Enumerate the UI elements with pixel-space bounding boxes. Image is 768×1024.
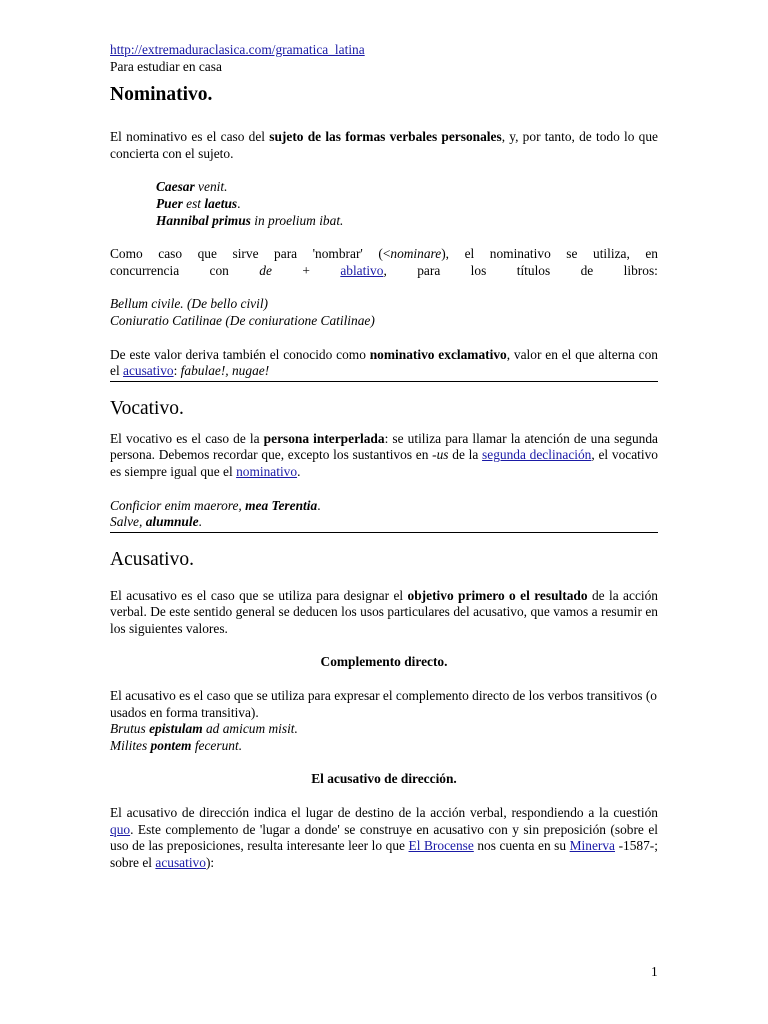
section-title-acusativo: Acusativo. <box>110 548 194 570</box>
acusativo-paragraph-3: El acusativo de dirección indica el lugar de destino de la acción verbal, respondiendo a la cuestión quo. Este complemento de 'lugar a donde' se construye en acusativo con y sin preposición (sobre el uso de las preposiciones, resulta interesante leer lo que El Brocense nos cuenta en su Minerva -1587-; sobre el acusativo): <box>110 805 658 870</box>
acusativo-examples: Brutus epistulam ad amicum misit. Milites pontem fecerunt. <box>110 721 298 753</box>
el-brocense-link[interactable]: El Brocense <box>408 838 474 854</box>
book-titles: Bellum civile. (De bello civil) Coniuratio Catilinae (De coniuratione Catilinae) <box>110 296 375 328</box>
document-page <box>110 42 658 871</box>
section-title-vocativo: Vocativo. <box>110 397 184 419</box>
acusativo-paragraph-2: El acusativo es el caso que se utiliza para expresar el complemento directo de los verbos transitivos (o usados en forma transitiva). <box>110 688 657 720</box>
section-title-nominativo: Nominativo. <box>110 84 213 106</box>
nominativo-paragraph-3: De este valor deriva también el conocido como nominativo exclamativo, valor en el que alterna con el acusativo: fabulae!, nugae! <box>110 346 658 379</box>
vocativo-examples: Conficior enim maerore, mea Terentia. Salve, alumnule. <box>110 497 321 530</box>
minerva-link[interactable]: Minerva <box>569 838 616 854</box>
subheading-acusativo-direccion: El acusativo de dirección. <box>311 771 457 787</box>
acusativo-link-2[interactable]: acusativo <box>155 854 206 870</box>
nominativo-examples <box>110 179 658 229</box>
acusativo-link[interactable]: acusativo <box>123 363 174 379</box>
quo-link[interactable]: quo <box>110 821 131 837</box>
subheading-complemento-directo: Complemento directo. <box>320 654 448 670</box>
example-line: Caesar venit. <box>156 179 228 195</box>
nominativo-paragraph-1: El nominativo es el caso del sujeto de las formas verbales personales, y, por tanto, de todo lo que concierta con el sujeto. <box>110 129 659 161</box>
segunda-declinacion-link[interactable]: segunda declinación <box>482 447 592 463</box>
nominativo-link[interactable]: nominativo <box>236 463 298 479</box>
nominativo-paragraph-2: Como caso que sirve para 'nombrar' (<nominare), el nominativo se utiliza, en concurrencia con de + ablativo, para los títulos de libros: <box>110 246 658 278</box>
header-url-link[interactable]: http://extremaduraclasica.com/gramatica_latina <box>110 42 365 57</box>
section-divider <box>110 381 658 382</box>
header <box>110 42 658 75</box>
header-subtitle: Para estudiar en casa <box>110 58 222 74</box>
ablativo-link[interactable]: ablativo <box>340 262 384 278</box>
vocativo-paragraph-1: El vocativo es el caso de la persona interperlada: se utiliza para llamar la atención de una segunda persona. Debemos recordar que, excepto los sustantivos en -us de la segunda declinación, el vocativo es siempre igual que el nominativo. <box>110 430 658 479</box>
page-number: 1 <box>651 964 658 979</box>
example-line: Hannibal primus in proelium ibat. <box>156 212 344 228</box>
acusativo-paragraph-1: El acusativo es el caso que se utiliza para designar el objetivo primero o el resultado de la acción verbal. De este sentido general se deducen los usos particulares del acusativo, que vamos a resumir en los siguientes valores. <box>110 587 658 636</box>
section-divider <box>110 532 658 533</box>
example-line: Puer est laetus. <box>156 195 241 211</box>
